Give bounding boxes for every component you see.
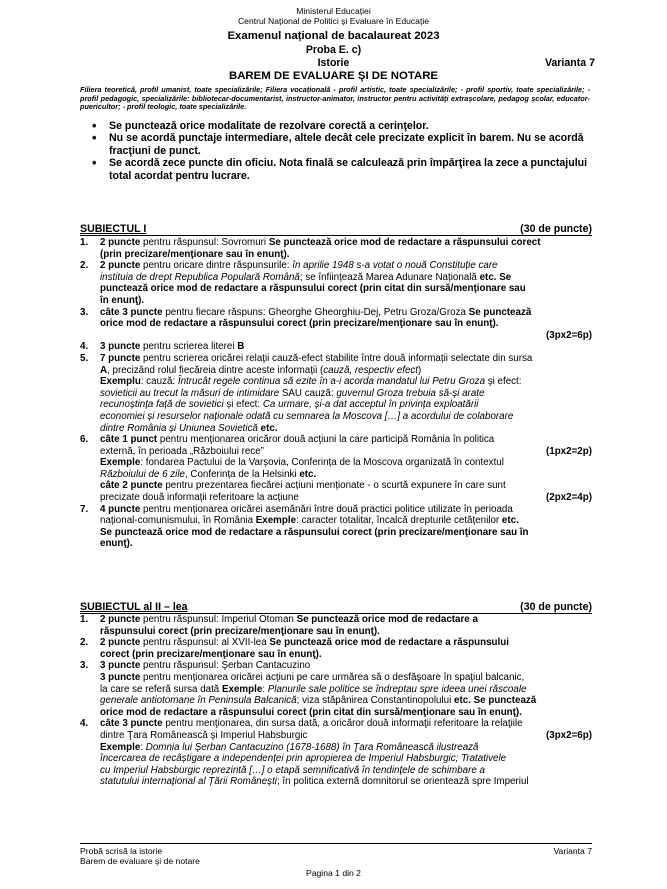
text-span: 4 puncte (100, 503, 141, 515)
item-number: 4. (80, 718, 89, 730)
item-line (100, 353, 592, 365)
text-span: 3 puncte (100, 671, 141, 683)
footer-variant: Varianta 7 (553, 846, 592, 856)
rule-item: • Se punctează orice modalitate de rezolvare corectă a cerinţelor. (92, 120, 592, 132)
subiect1-item-5 (80, 353, 592, 434)
center-header: Centrul Național de Politici și Evaluare în Educație (237, 16, 430, 26)
item-number: 3. (80, 306, 89, 318)
text-span: pentru răspunsul: Şerban Cantacuzino (140, 660, 311, 672)
text-span: 2 puncte (100, 237, 141, 248)
item-line (100, 538, 592, 550)
text-span: câte 1 punct (100, 434, 158, 446)
rule-item: • Se acordă zece puncte din oficiu. Nota finală se calculează prin împărţirea la zece a punctajului total acordat pentru lucrare. (92, 157, 592, 182)
footer-divider (80, 843, 592, 844)
text-span: (1px2=2p) (545, 445, 592, 457)
text-span: (2px2=4p) (545, 492, 592, 504)
subiect1-item-1 (80, 237, 592, 260)
item-line (100, 307, 592, 319)
text-span: pentru răspunsul: al XVII-lea (140, 637, 270, 649)
text-span: 3 puncte (100, 660, 141, 672)
item-number: 4. (80, 341, 89, 353)
text-span: precizate două informații referitoare la acțiune (100, 492, 299, 504)
text-span: Exemple (255, 515, 297, 527)
text-span: Războiului de 6 zile (100, 468, 185, 480)
subiect1-item-7 (80, 504, 592, 550)
text-span: Se punctează orice mod de redactare a răspunsului corect (268, 237, 541, 248)
item-line (100, 672, 592, 684)
text-span: ; se înființează Marea Adunare Națională (299, 271, 480, 283)
text-span: Se punctează orice mod de redactare a răspunsului (269, 637, 509, 649)
subiect2-item-3 (80, 660, 592, 718)
text-span: Se punctează orice mod de redactare a răspunsului corect (prin precizare/menţionare sau în (100, 526, 529, 538)
text-span: ) (418, 364, 422, 376)
subiect1-item-6 (80, 434, 592, 504)
text-span: pentru menționarea oricărei asemănări între două practici politice utilizate în perioada (140, 503, 513, 515)
text-span: generale antiotomane în Peninsula Balcanică (100, 695, 297, 707)
item-line (100, 753, 592, 765)
text-span: sovieticii au trecut la măsuri de intimidare (100, 387, 280, 399)
text-span: pentru fiecare răspuns: Gheorghe Gheorghiu-Dej, Petru Groza/Groza (162, 306, 469, 318)
item-line (100, 295, 592, 307)
subiect1-item-2 (80, 260, 592, 306)
text-span: ; în politica externă domnitorul se orientează spre Imperiul (276, 776, 529, 788)
subiect1-item-3 (80, 307, 592, 342)
item-line (100, 742, 592, 754)
text-span: în enunţ). (100, 294, 145, 306)
text-span: şi efect: (485, 376, 522, 388)
item-line (100, 388, 592, 400)
item-number: 2. (80, 637, 89, 649)
text-span: Se punctează orice mod de redactare a (296, 614, 478, 625)
text-span: etc. (501, 515, 519, 527)
subiect1-header (80, 223, 592, 236)
item-number: 3. (80, 660, 89, 672)
text-span: : (140, 741, 146, 753)
text-span: 7 puncte (100, 352, 141, 364)
item-number: 2. (80, 260, 89, 272)
text-span: Exemple (100, 457, 141, 469)
item-line (100, 718, 592, 730)
text-span: enunţ). (100, 538, 133, 550)
footer-left2: Barem de evaluare şi de notare (80, 856, 200, 866)
page-number: Pagina 1 din 2 (306, 868, 361, 878)
text-span: etc. (299, 468, 317, 480)
item-line (100, 260, 592, 272)
text-span: și efect: (223, 399, 263, 411)
text-span: etc. (257, 422, 278, 434)
item-line (100, 376, 592, 388)
item-line (100, 249, 592, 261)
text-span: corect (prin precizare/menţionare sau în enunţ). (100, 648, 322, 660)
item-number: 1. (80, 614, 89, 625)
text-span: : cauză: (140, 376, 178, 388)
text-span: (3px2=6p) (545, 729, 592, 741)
text-span: pentru prezentarea fiecărei acțiuni menționate - o scurtă expunere în care sunt (162, 480, 506, 492)
text-span: externă, în perioada „Războiului rece” (100, 445, 264, 457)
item-line (100, 411, 592, 423)
text-span: punctează orice mod de redactare a răspunsului corect (prin citat din sursă/menţionare sau (100, 283, 526, 295)
item-line (100, 237, 592, 249)
text-span: Domnia lui Şerban Cantacuzino (1678-1688) în Ţara Românească ilustrează (145, 741, 479, 753)
item-line (100, 660, 592, 672)
text-span: statutului internațional al Țării Românești (100, 776, 277, 788)
text-span: Exemplu (100, 376, 141, 388)
text-span: Întrucât regele continua să ezite în a-i acorda mandatul lui Petru Groza (177, 376, 486, 388)
text-span: pentru răspunsul: Sovromuri (140, 237, 269, 248)
item-line (100, 480, 592, 492)
item-line (100, 469, 592, 481)
subiect2-points: (30 de puncte) (520, 601, 592, 613)
text-span: : (262, 683, 268, 695)
text-span: etc. Se punctează (454, 695, 537, 707)
text-span: 2 puncte (100, 260, 141, 272)
text-span: guvernul Groza trebuia să-și arate (336, 387, 485, 399)
subiect2-header (80, 601, 592, 614)
item-line (100, 527, 592, 539)
item-line (100, 283, 592, 295)
text-span: recunoștința față de sovietici (100, 399, 224, 411)
item-line (100, 695, 592, 707)
item-line (100, 626, 592, 638)
item-line (100, 330, 592, 342)
text-span: Ca urmare, și-a dat acceptul în privința exploatării (262, 399, 479, 411)
text-span: câte 2 puncte (100, 480, 163, 492)
item-line (100, 776, 592, 788)
subiect1-items (80, 237, 592, 550)
item-line (100, 341, 592, 353)
exam-discipline: Istorie (317, 57, 350, 69)
text-span: : caracter totalitar, încalcă drepturile cetățenilor (296, 515, 502, 527)
text-span: , precizând rolul fiecăreia dintre aceste informații ( (107, 364, 324, 376)
subiect1-points: (30 de puncte) (520, 223, 592, 235)
text-span: (3px2=6p) (545, 329, 592, 341)
text-span: încercarea de recâștigare a independenței prin apropierea de Imperiul Habsburgic; Tratativele (100, 753, 507, 765)
ministry-header: Ministerul Educației (296, 6, 371, 16)
text-span: pentru oricare dintre răspunsurile: (140, 260, 293, 272)
footer-left1: Probă scrisă la istorie (80, 846, 163, 856)
text-span: Exemple (221, 683, 263, 695)
item-line (100, 318, 592, 330)
subiect2-item-4 (80, 718, 592, 788)
item-line (100, 446, 592, 458)
text-span: răspunsului corect (prin precizare/menţionare sau în enunţ). (100, 625, 380, 637)
text-span: 2 puncte (100, 637, 141, 649)
item-line (100, 492, 592, 504)
subiect2-label: SUBIECTUL al II – lea (80, 601, 188, 613)
item-line (100, 765, 592, 777)
text-span: 2 puncte (100, 614, 141, 625)
text-span: la care se referă sursa dată (100, 683, 222, 695)
text-span: Planurile sale politice se îndreptau spre ideea unei răscoale (267, 683, 527, 695)
text-span: , Conferința de la Helsinki (184, 468, 300, 480)
item-line (100, 515, 592, 527)
filiera-text: Filiera teoretică, profil umanist, toate specializările; Filiera vocațională - profil artistic, toate specializările; - profil sportiv, toate specializările; - profil pedagogic, specializările: bibliotecar-documentarist, instructor-animator, instructor pentru activităţi extraşcolare, pedagog şcolar, educator-puericultor; - profil teologic, toate specializările. (80, 85, 590, 112)
text-span: (prin precizare/menţionare sau în enunţ). (100, 248, 290, 260)
item-line (100, 614, 592, 626)
text-span: pentru menţionarea oricăror două acţiuni la care participă România în politica (157, 434, 495, 446)
item-line (100, 684, 592, 696)
subiect2-items (80, 614, 592, 788)
text-span: cu Imperiul Habsburgic reprezintă […] o etapă semnificativă în tendințele de schimbare a (100, 764, 485, 776)
item-line (100, 649, 592, 661)
item-line (100, 730, 592, 742)
text-span: pentru scrierea literei (140, 341, 238, 353)
item-line (100, 434, 592, 446)
text-span: B (237, 341, 245, 353)
exam-variant: Varianta 7 (544, 57, 595, 69)
text-span: național-comunismului, în România (100, 515, 256, 527)
rule-item: • Nu se acordă punctaje intermediare, altele decât cele precizate explicit în barem. Nu se acordă fracţiuni de punct. (92, 132, 592, 157)
text-span: Se punctează (468, 306, 532, 318)
item-line (100, 272, 592, 284)
text-span: instituia de drept Republica Populară Română (100, 271, 300, 283)
item-number: 6. (80, 434, 89, 446)
text-span: economiei și resurselor naționale odată cu semnarea la Moscova […] a acordului de colaborare (100, 410, 514, 422)
text-span: orice mod de redactare a răspunsului corect (prin precizare/menţionare sau în enunţ). (100, 318, 499, 330)
subiect1-label: SUBIECTUL I (80, 223, 147, 235)
text-span: în aprilie 1948 s-a votat o nouă Constituție care (292, 260, 498, 272)
item-line (100, 707, 592, 719)
text-span: : fondarea Pactului de la Varșovia, Conferința de la Moscova organizată în contextul (140, 457, 504, 469)
item-number: 5. (80, 352, 89, 364)
item-line (100, 365, 592, 377)
text-span: Exemple (100, 741, 141, 753)
exam-title: Examenul național de bacalaureat 2023 (227, 30, 440, 42)
rules-list (92, 120, 592, 182)
text-span: dintre România și Uniunea Sovietică (100, 422, 258, 434)
exam-proba: Proba E. c) (305, 44, 362, 56)
text-span: câte 3 puncte (100, 718, 163, 730)
text-span: pentru menţionarea, din sursa dată, a oricăror două informaţii referitoare la relaţiile (162, 718, 523, 730)
item-number: 1. (80, 237, 89, 248)
item-line (100, 637, 592, 649)
subiect1-item-4 (80, 341, 592, 353)
barem-title: BAREM DE EVALUARE ŞI DE NOTARE (228, 70, 439, 82)
text-span: cauză, respectiv efect (323, 364, 419, 376)
item-line (100, 504, 592, 516)
item-number: 7. (80, 503, 89, 515)
subiect2-item-2 (80, 637, 592, 660)
item-line (100, 399, 592, 411)
item-line (100, 457, 592, 469)
text-span: SAU cauză: (279, 387, 337, 399)
text-span: câte 3 puncte (100, 306, 163, 318)
text-span: pentru menţionarea oricărei acţiuni pe care urmărea să o desfăşoare în spaţiul balcanic, (140, 671, 525, 683)
text-span: ; viza stăpânirea Constantinopolului (296, 695, 455, 707)
item-line (100, 423, 592, 435)
text-span: A (100, 364, 108, 376)
text-span: pentru răspunsul: Imperiul Otoman (140, 614, 297, 625)
subiect2-item-1 (80, 614, 592, 637)
text-span: dintre Ţara Românească şi Imperiul Habsburgic (100, 729, 308, 741)
text-span: pentru scrierea oricărei relaţii cauză-efect stabilite între două informații selectate din sursa (140, 352, 533, 364)
text-span: orice mod de redactare a răspunsului corect (prin citat din sursă/menţionare sau în enunţ). (100, 706, 522, 718)
text-span: etc. Se (479, 271, 512, 283)
text-span: 3 puncte (100, 341, 141, 353)
